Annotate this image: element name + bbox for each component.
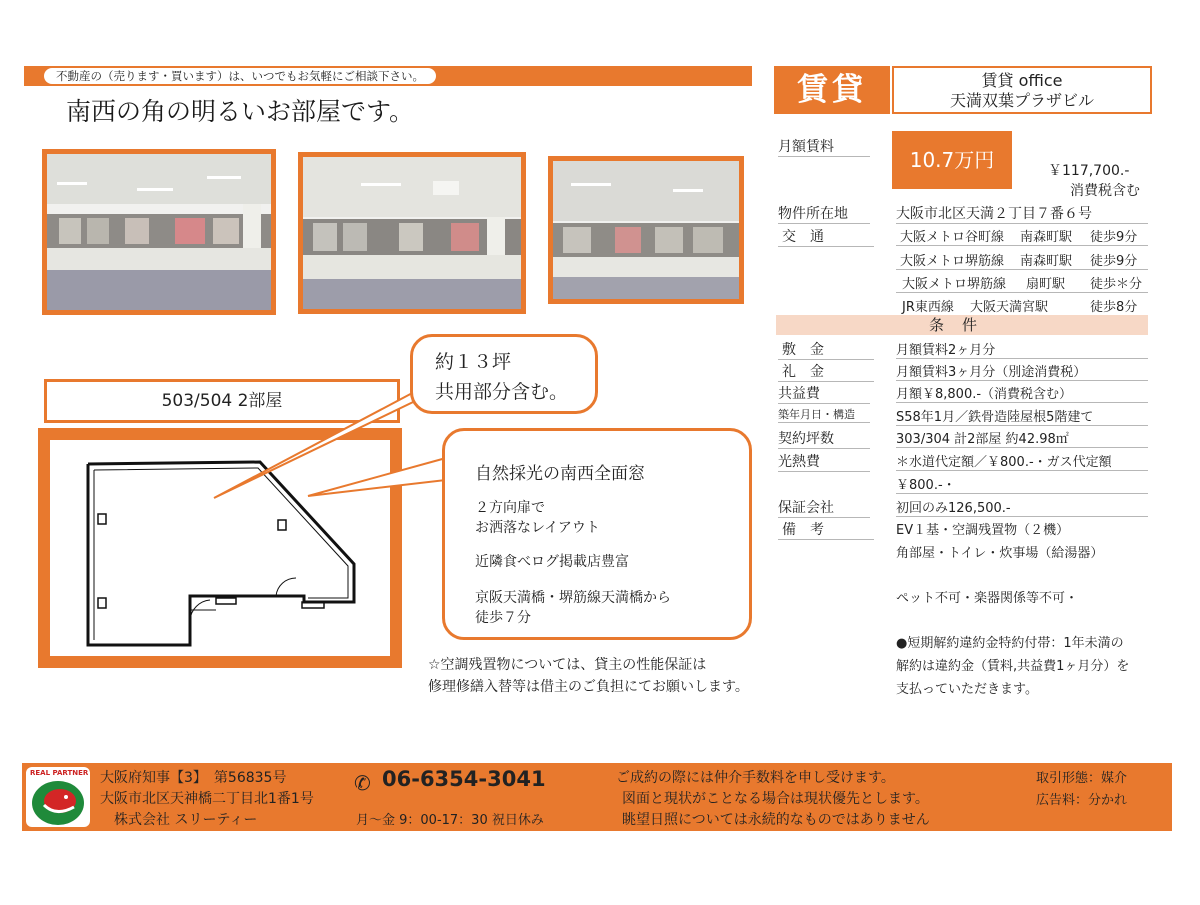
condition-value: 初回のみ126,500.- <box>896 497 1148 517</box>
room-photo-1 <box>42 149 276 315</box>
transport-walk: 徒歩＊分 <box>1090 277 1143 292</box>
location-value: 大阪市北区天満２丁目７番６号 <box>896 203 1148 224</box>
rent-price-badge: 10.7万円 <box>892 131 1012 189</box>
condition-note: ペット不可・楽器関係等不可・ <box>896 591 1079 606</box>
condition-label: 保証会社 <box>778 497 870 518</box>
callout-seam <box>445 458 449 484</box>
feature-text: ２方向扉で <box>475 500 545 516</box>
transport-station: 扇町駅 <box>1026 277 1066 292</box>
page-headline: 南西の角の明るいお部屋です。 <box>66 97 415 126</box>
footer-hours: 月〜金 9：00-17：30 祝日休み <box>356 813 544 828</box>
location-label: 物件所在地 <box>778 203 870 224</box>
transport-row <box>896 296 1148 316</box>
transport-line: 大阪メトロ堺筋線 <box>900 254 1005 269</box>
transport-line: 大阪メトロ谷町線 <box>900 230 1005 245</box>
condition-note: 支払っていただきます。 <box>896 682 1038 697</box>
condition-value: ＊水道代定額／￥800.-・ガス代定額 <box>896 451 1148 471</box>
condition-value: 月額賃料2ヶ月分 <box>896 339 1148 359</box>
top-banner <box>24 66 752 86</box>
company-logo <box>26 767 90 827</box>
condition-value: 月額￥8,800.-（消費税含む） <box>896 383 1148 403</box>
logo-bird-icon <box>26 777 90 827</box>
rent-tax-note: 消費税含む <box>1070 183 1140 199</box>
ac-note-2: 修理修繕入替等は借主のご負担にてお願いします。 <box>428 679 749 695</box>
room-photo-3 <box>548 156 744 304</box>
transport-row <box>896 250 1148 270</box>
condition-value: S58年1月／鉄骨造陸屋根5階建て <box>896 406 1148 426</box>
transport-station: 大阪天満宮駅 <box>970 300 1049 315</box>
feature-text: お洒落なレイアウト <box>475 520 600 536</box>
notice-text: 不動産の（売ります・買います）は、いつでもお気軽にご相談下さい。 <box>44 68 436 84</box>
condition-label: 光熱費 <box>778 451 870 472</box>
footer-license: 大阪府知事【3】 第56835号 <box>100 770 287 786</box>
category-badge: 賃貸 <box>774 66 890 114</box>
transport-line: JR東西線 <box>902 300 954 315</box>
footer-ad-fee: 広告料：分かれ <box>1036 793 1128 808</box>
footer-company: 株式会社 スリーティー <box>114 812 258 828</box>
condition-label: 築年月日・構造 <box>778 406 870 423</box>
condition-value: EV１基・空調残置物（２機） <box>896 523 1070 538</box>
condition-note: 解約は違約金（賃料,共益費1ヶ月分）を <box>896 659 1130 674</box>
condition-value: 月額賃料3ヶ月分（別途消費税） <box>896 361 1148 381</box>
feature-text: 京阪天満橋・堺筋線天満橋から <box>475 590 671 606</box>
footer-deal-type: 取引形態：媒介 <box>1036 771 1128 786</box>
feature-text: 近隣食べログ掲載店豊富 <box>475 554 629 570</box>
room-label: 503/504 2部屋 <box>161 391 283 411</box>
area-callout-line1: 約１３坪 <box>435 351 512 373</box>
area-callout <box>410 334 598 414</box>
logo-text: REAL PARTNER <box>30 769 89 777</box>
footer-phone: 06-6354-3041 <box>382 767 546 791</box>
transport-station: 南森町駅 <box>1020 230 1073 245</box>
transport-walk: 徒歩8分 <box>1090 300 1138 315</box>
transport-label: 交 通 <box>778 226 874 247</box>
property-title-line1: 賃貸 office <box>981 71 1063 90</box>
transport-walk: 徒歩9分 <box>1090 254 1138 269</box>
ac-note-1: ☆空調残置物については、貸主の性能保証は <box>428 657 707 673</box>
condition-value: 303/304 計2部屋 約42.98㎡ <box>896 428 1148 448</box>
feature-text: 徒歩７分 <box>475 610 531 626</box>
footer-address: 大阪市北区天神橋二丁目北1番1号 <box>100 791 314 807</box>
transport-walk: 徒歩9分 <box>1090 230 1138 245</box>
condition-label: 礼 金 <box>778 361 874 382</box>
condition-label: 契約坪数 <box>778 428 870 449</box>
property-title <box>892 66 1152 114</box>
transport-station: 南森町駅 <box>1020 254 1073 269</box>
condition-note: ●短期解約違約金特約付帯：1年未満の <box>896 636 1124 651</box>
footer-bar <box>22 763 1172 831</box>
condition-label: 敷 金 <box>778 339 874 360</box>
condition-label: 備 考 <box>778 519 874 540</box>
footer-note: 図面と現状がことなる場合は現状優先とします。 <box>622 791 929 807</box>
rent-label: 月額賃料 <box>778 136 870 157</box>
conditions-heading: 条件 <box>776 315 1148 335</box>
footer-note: 眺望日照については永続的なものではありません <box>622 812 930 828</box>
phone-icon: ✆ <box>354 771 371 795</box>
condition-label: 共益費 <box>778 383 870 404</box>
property-title-line2: 天満双葉プラザビル <box>949 91 1094 110</box>
features-callout <box>442 428 752 640</box>
rent-exact: ￥117,700.- <box>1048 163 1130 179</box>
feature-text: 自然採光の南西全面窓 <box>475 464 645 484</box>
condition-value: ￥800.-・ <box>896 474 1148 494</box>
room-photo-2 <box>298 152 526 314</box>
area-callout-line2: 共用部分含む。 <box>435 381 569 403</box>
footer-note: ご成約の際には仲介手数料を申し受けます。 <box>616 770 895 786</box>
transport-row <box>896 273 1148 293</box>
condition-note: 角部屋・トイレ・炊事場（給湯器） <box>896 546 1104 561</box>
transport-row <box>896 226 1148 246</box>
transport-line: 大阪メトロ堺筋線 <box>902 277 1007 292</box>
